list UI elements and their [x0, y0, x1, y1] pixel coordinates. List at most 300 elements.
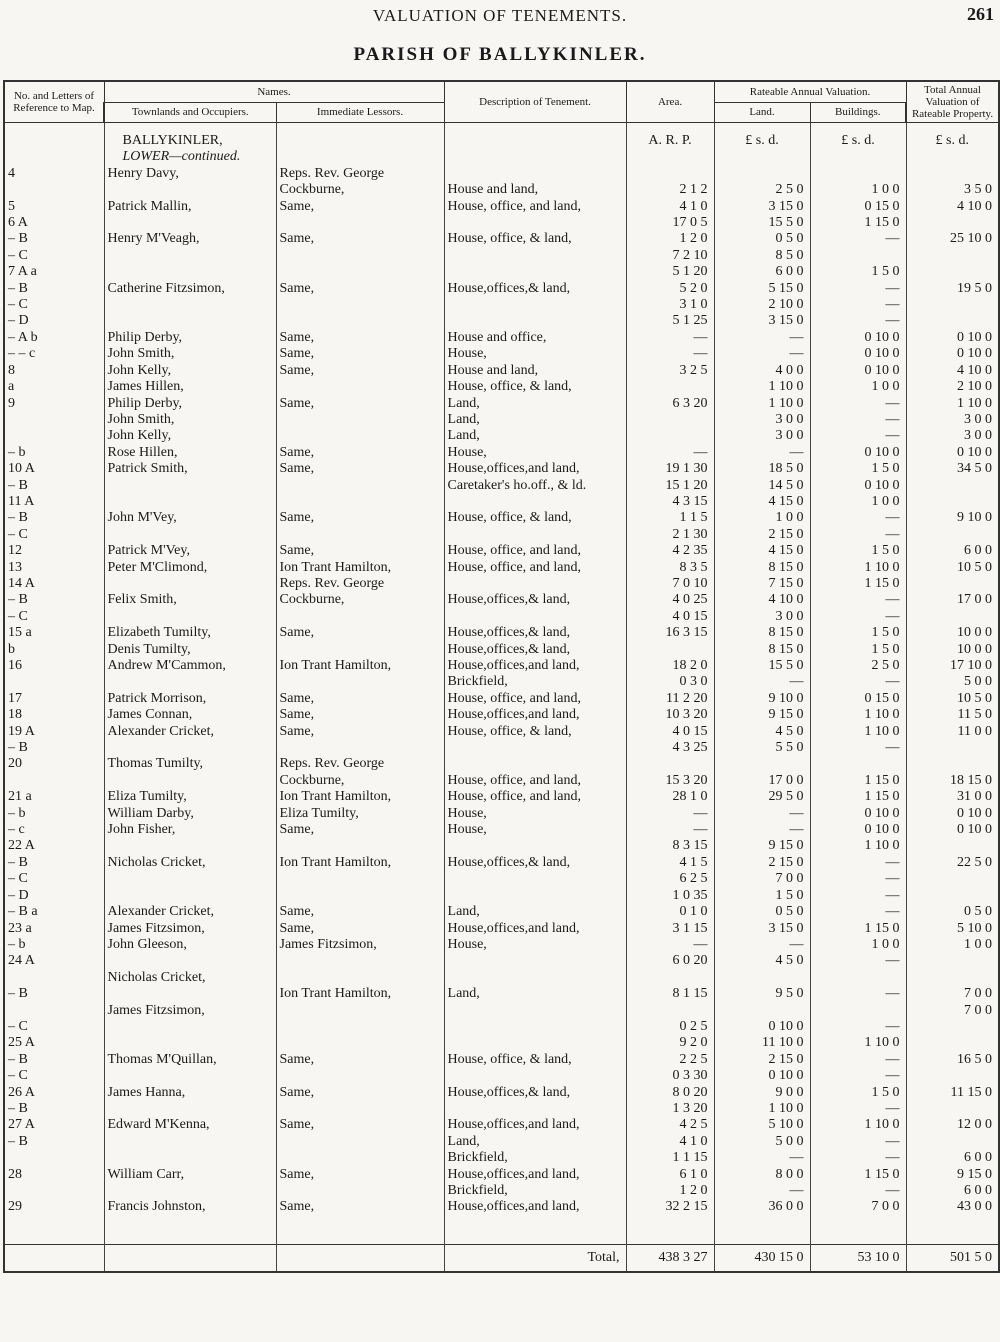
col-header-names: Names. [104, 81, 444, 102]
ref-cell: 13 [4, 560, 104, 576]
total-cell: 10 0 0 [906, 625, 999, 641]
occupier-cell [104, 1035, 276, 1051]
land-cell: 8 15 0 [714, 560, 810, 576]
land-cell [714, 1003, 810, 1019]
buildings-cell: — [810, 231, 906, 247]
table-row [4, 478, 999, 494]
land-cell: 4 10 0 [714, 592, 810, 608]
land-cell: 5 0 0 [714, 1134, 810, 1150]
area-cell: 1 0 35 [626, 888, 714, 904]
area-cell: 0 3 30 [626, 1068, 714, 1084]
buildings-cell: — [810, 592, 906, 608]
lessor-cell [276, 1183, 444, 1199]
buildings-cell: 1 0 0 [810, 182, 906, 198]
col-header-lessors: Immediate Lessors. [276, 102, 444, 122]
land-cell: 14 5 0 [714, 478, 810, 494]
ref-cell: – b [4, 806, 104, 822]
buildings-cell: 2 5 0 [810, 658, 906, 674]
land-cell: — [714, 445, 810, 461]
description-cell [444, 1019, 626, 1035]
buildings-cell: — [810, 888, 906, 904]
buildings-cell: — [810, 986, 906, 1002]
lessor-cell [276, 494, 444, 510]
description-cell: House, office, & land, [444, 1052, 626, 1068]
table-row [4, 789, 999, 805]
occupier-cell: John Smith, [104, 346, 276, 362]
total-cell: 11 5 0 [906, 707, 999, 723]
land-cell: 7 0 0 [714, 871, 810, 887]
total-cell: 0 5 0 [906, 904, 999, 920]
description-cell: House, office, & land, [444, 379, 626, 395]
occupier-cell [104, 215, 276, 231]
occupier-cell [104, 838, 276, 854]
total-cell [906, 215, 999, 231]
area-cell: 0 3 0 [626, 674, 714, 690]
total-cell [906, 609, 999, 625]
description-cell [444, 264, 626, 280]
area-cell: 32 2 15 [626, 1199, 714, 1215]
ref-cell: 28 [4, 1167, 104, 1183]
occupier-cell [104, 1101, 276, 1117]
buildings-cell: 1 10 0 [810, 1117, 906, 1133]
ref-cell: – C [4, 1068, 104, 1084]
land-cell: 2 15 0 [714, 527, 810, 543]
occupier-cell: John Gleeson, [104, 937, 276, 953]
occupier-cell: Thomas M'Quillan, [104, 1052, 276, 1068]
description-cell: House,offices,& land, [444, 625, 626, 641]
buildings-cell: — [810, 953, 906, 969]
lessor-cell [276, 527, 444, 543]
land-cell: 2 5 0 [714, 182, 810, 198]
lessor-cell: Same, [276, 1167, 444, 1183]
ref-cell: – B [4, 231, 104, 247]
area-cell: 1 1 15 [626, 1150, 714, 1166]
total-cell [906, 756, 999, 772]
area-cell [626, 166, 714, 182]
land-cell: 5 5 0 [714, 740, 810, 756]
buildings-cell: — [810, 281, 906, 297]
land-cell: 0 10 0 [714, 1019, 810, 1035]
table-row [4, 1167, 999, 1183]
area-cell: 15 3 20 [626, 773, 714, 789]
table-row [4, 215, 999, 231]
total-cell: 0 10 0 [906, 806, 999, 822]
total-cell [906, 871, 999, 887]
occupier-cell: Philip Derby, [104, 330, 276, 346]
buildings-cell: — [810, 674, 906, 690]
buildings-cell: — [810, 1019, 906, 1035]
buildings-cell: 0 10 0 [810, 445, 906, 461]
total-cell [906, 838, 999, 854]
description-cell [444, 297, 626, 313]
description-cell: Land, [444, 904, 626, 920]
total-cell: 5 10 0 [906, 921, 999, 937]
area-cell: — [626, 346, 714, 362]
lessor-cell [276, 1134, 444, 1150]
occupier-cell [104, 953, 276, 969]
description-cell: House, office, and land, [444, 789, 626, 805]
description-cell: House,offices,& land, [444, 642, 626, 658]
land-cell: 4 15 0 [714, 494, 810, 510]
ref-cell: – B [4, 281, 104, 297]
land-cell: 4 5 0 [714, 724, 810, 740]
area-cell: 0 2 5 [626, 1019, 714, 1035]
table-row [4, 1150, 999, 1166]
ref-cell: 21 a [4, 789, 104, 805]
ref-cell: 23 a [4, 921, 104, 937]
total-cell: 3 5 0 [906, 182, 999, 198]
ref-cell: 29 [4, 1199, 104, 1215]
lessor-cell: Same, [276, 445, 444, 461]
description-cell: House, office, & land, [444, 724, 626, 740]
land-cell: 3 15 0 [714, 921, 810, 937]
area-cell: 9 2 0 [626, 1035, 714, 1051]
ref-cell [4, 970, 104, 986]
lessor-cell: Cockburne, [276, 592, 444, 608]
occupier-cell: Peter M'Climond, [104, 560, 276, 576]
area-cell: 6 2 5 [626, 871, 714, 887]
total-cell [906, 494, 999, 510]
occupier-cell: John Kelly, [104, 428, 276, 444]
area-cell: — [626, 330, 714, 346]
total-cell [906, 888, 999, 904]
land-cell: 3 15 0 [714, 313, 810, 329]
ref-cell: 19 A [4, 724, 104, 740]
occupier-cell: Eliza Tumilty, [104, 789, 276, 805]
col-header-rateable: Rateable Annual Valuation. [714, 81, 906, 102]
table-row [4, 494, 999, 510]
ref-cell: – c [4, 822, 104, 838]
area-cell: 4 1 0 [626, 1134, 714, 1150]
lessor-cell: Ion Trant Hamilton, [276, 855, 444, 871]
ref-cell: 26 A [4, 1085, 104, 1101]
table-row [4, 871, 999, 887]
lessor-cell [276, 740, 444, 756]
table-row [4, 1052, 999, 1068]
table-row [4, 396, 999, 412]
buildings-cell: — [810, 855, 906, 871]
land-cell: 5 10 0 [714, 1117, 810, 1133]
description-cell: Land, [444, 396, 626, 412]
buildings-cell: 1 5 0 [810, 642, 906, 658]
area-cell: 3 2 5 [626, 363, 714, 379]
total-area: 438 3 27 [626, 1244, 714, 1272]
parish-title: PARISH OF BALLYKINLER. [353, 44, 647, 65]
area-cell: 8 1 15 [626, 986, 714, 1002]
area-cell: 17 0 5 [626, 215, 714, 231]
occupier-cell [104, 576, 276, 592]
total-cell: 34 5 0 [906, 461, 999, 477]
table-row [4, 855, 999, 871]
occupier-cell [104, 740, 276, 756]
total-cell: 9 10 0 [906, 510, 999, 526]
area-cell [626, 756, 714, 772]
occupier-cell: Rose Hillen, [104, 445, 276, 461]
table-row [4, 986, 999, 1002]
ref-cell: 11 A [4, 494, 104, 510]
buildings-cell: 1 5 0 [810, 543, 906, 559]
land-cell: 8 15 0 [714, 642, 810, 658]
occupier-cell: Henry Davy, [104, 166, 276, 182]
lessor-cell: Reps. Rev. George [276, 166, 444, 182]
ref-cell: – B [4, 592, 104, 608]
lessor-cell: Same, [276, 1085, 444, 1101]
table-row [4, 609, 999, 625]
lessor-cell: Same, [276, 543, 444, 559]
spacer-row [4, 1216, 999, 1245]
ref-cell: 8 [4, 363, 104, 379]
townland-continued: LOWER—continued. [104, 149, 276, 165]
occupier-cell: Catherine Fitzsimon, [104, 281, 276, 297]
lessor-cell [276, 871, 444, 887]
area-cell: 8 3 15 [626, 838, 714, 854]
ref-cell: 10 A [4, 461, 104, 477]
ref-cell: – C [4, 248, 104, 264]
lessor-cell [276, 970, 444, 986]
ref-cell: 20 [4, 756, 104, 772]
total-cell [906, 478, 999, 494]
table-row [4, 330, 999, 346]
total-land: 430 15 0 [714, 1244, 810, 1272]
ref-cell: – B [4, 478, 104, 494]
table-row [4, 560, 999, 576]
lessor-cell: Ion Trant Hamilton, [276, 560, 444, 576]
table-row [4, 1183, 999, 1199]
land-cell: 9 15 0 [714, 707, 810, 723]
table-row [4, 461, 999, 477]
land-cell: 15 5 0 [714, 215, 810, 231]
description-cell: House, [444, 806, 626, 822]
ref-cell: – B [4, 1101, 104, 1117]
occupier-cell [104, 1150, 276, 1166]
buildings-cell: — [810, 609, 906, 625]
table-row [4, 707, 999, 723]
occupier-cell: William Darby, [104, 806, 276, 822]
description-cell [444, 756, 626, 772]
ref-cell: – A b [4, 330, 104, 346]
buildings-cell: 1 10 0 [810, 724, 906, 740]
lessor-cell: Same, [276, 461, 444, 477]
total-cell: 10 5 0 [906, 560, 999, 576]
area-cell [626, 428, 714, 444]
area-cell: 1 2 0 [626, 231, 714, 247]
col-header-area: Area. [626, 81, 714, 123]
occupier-cell: Felix Smith, [104, 592, 276, 608]
area-cell: 2 1 2 [626, 182, 714, 198]
area-cell: 4 1 0 [626, 199, 714, 215]
total-buildings: 53 10 0 [810, 1244, 906, 1272]
description-cell: House,offices,& land, [444, 592, 626, 608]
table-header [4, 81, 999, 123]
buildings-cell [810, 1003, 906, 1019]
description-cell: House and office, [444, 330, 626, 346]
buildings-cell: — [810, 396, 906, 412]
ref-cell: – – c [4, 346, 104, 362]
area-cell [626, 1003, 714, 1019]
ref-cell: – B [4, 855, 104, 871]
description-cell: House,offices,& land, [444, 281, 626, 297]
buildings-cell [810, 166, 906, 182]
total-cell [906, 1134, 999, 1150]
table-row [4, 625, 999, 641]
area-cell: — [626, 445, 714, 461]
buildings-cell: 0 10 0 [810, 478, 906, 494]
area-cell: 4 1 5 [626, 855, 714, 871]
table-row [4, 313, 999, 329]
lessor-cell: Reps. Rev. George [276, 756, 444, 772]
col-header-total: Total Annual Valuation of Rateable Property. [906, 81, 999, 123]
buildings-cell: 1 5 0 [810, 625, 906, 641]
lessor-cell [276, 888, 444, 904]
occupier-cell [104, 871, 276, 887]
col-header-ref: No. and Letters of Reference to Map. [4, 81, 104, 123]
land-cell [714, 756, 810, 772]
description-cell: Brickfield, [444, 1150, 626, 1166]
occupier-cell: Nicholas Cricket, [104, 970, 276, 986]
total-cell: 12 0 0 [906, 1117, 999, 1133]
land-cell: 6 0 0 [714, 264, 810, 280]
buildings-cell: 1 0 0 [810, 379, 906, 395]
area-cell: 6 3 20 [626, 396, 714, 412]
buildings-cell: 1 10 0 [810, 560, 906, 576]
table-row [4, 691, 999, 707]
description-cell: House, office, and land, [444, 691, 626, 707]
table-row [4, 1199, 999, 1215]
land-cell: 7 15 0 [714, 576, 810, 592]
buildings-cell: 0 15 0 [810, 199, 906, 215]
total-cell: 7 0 0 [906, 986, 999, 1002]
total-cell: 43 0 0 [906, 1199, 999, 1215]
total-cell [906, 248, 999, 264]
buildings-cell: 1 0 0 [810, 494, 906, 510]
description-cell [444, 740, 626, 756]
lessor-cell: Same, [276, 363, 444, 379]
table-row [4, 281, 999, 297]
table-row [4, 773, 999, 789]
occupier-cell [104, 609, 276, 625]
table-row [4, 1085, 999, 1101]
total-cell: 4 10 0 [906, 363, 999, 379]
land-cell: 0 5 0 [714, 904, 810, 920]
occupier-cell: Alexander Cricket, [104, 724, 276, 740]
buildings-cell: — [810, 527, 906, 543]
occupier-cell [104, 313, 276, 329]
land-cell: — [714, 346, 810, 362]
table-row [4, 822, 999, 838]
occupier-cell: James Fitzsimon, [104, 921, 276, 937]
occupier-cell [104, 1068, 276, 1084]
table-row [4, 346, 999, 362]
land-cell: 3 15 0 [714, 199, 810, 215]
occupier-cell: Nicholas Cricket, [104, 855, 276, 871]
occupier-cell: William Carr, [104, 1167, 276, 1183]
occupier-cell [104, 297, 276, 313]
page-number: 261 [967, 4, 994, 24]
description-cell [444, 953, 626, 969]
land-cell: 11 10 0 [714, 1035, 810, 1051]
total-cell: 17 0 0 [906, 592, 999, 608]
total-cell: 31 0 0 [906, 789, 999, 805]
total-cell: 11 15 0 [906, 1085, 999, 1101]
lessor-cell [276, 642, 444, 658]
description-cell [444, 527, 626, 543]
description-cell: House, office, and land, [444, 199, 626, 215]
occupier-cell: James Fitzsimon, [104, 1003, 276, 1019]
total-cell: 2 10 0 [906, 379, 999, 395]
total-cell: 18 15 0 [906, 773, 999, 789]
total-cell: 1 10 0 [906, 396, 999, 412]
land-cell: 36 0 0 [714, 1199, 810, 1215]
table-body [4, 123, 999, 1272]
buildings-cell: 1 15 0 [810, 1167, 906, 1183]
table-row [4, 297, 999, 313]
lessor-cell: Same, [276, 231, 444, 247]
description-cell [444, 248, 626, 264]
description-cell [444, 871, 626, 887]
description-cell: House,offices,and land, [444, 1167, 626, 1183]
total-cell: 25 10 0 [906, 231, 999, 247]
running-title: VALUATION OF TENEMENTS. [372, 6, 628, 25]
area-cell: 4 0 25 [626, 592, 714, 608]
buildings-cell: 0 10 0 [810, 346, 906, 362]
ref-cell [4, 428, 104, 444]
ref-cell: – B a [4, 904, 104, 920]
land-cell: — [714, 330, 810, 346]
total-cell: 9 15 0 [906, 1167, 999, 1183]
ref-cell: – D [4, 313, 104, 329]
land-cell: 1 10 0 [714, 1101, 810, 1117]
area-cell: 3 1 15 [626, 921, 714, 937]
description-cell: House, [444, 445, 626, 461]
total-cell [906, 953, 999, 969]
occupier-cell: Andrew M'Cammon, [104, 658, 276, 674]
ref-cell: – C [4, 871, 104, 887]
lessor-cell [276, 412, 444, 428]
lessor-cell: Reps. Rev. George [276, 576, 444, 592]
land-cell: 9 0 0 [714, 1085, 810, 1101]
occupier-cell: Alexander Cricket, [104, 904, 276, 920]
buildings-cell: — [810, 904, 906, 920]
ref-cell: 9 [4, 396, 104, 412]
area-cell [626, 642, 714, 658]
land-cell: — [714, 674, 810, 690]
total-cell [906, 166, 999, 182]
land-cell: 9 10 0 [714, 691, 810, 707]
description-cell: House, [444, 937, 626, 953]
description-cell [444, 970, 626, 986]
table-row [4, 888, 999, 904]
table-row [4, 1117, 999, 1133]
ref-cell: 4 [4, 166, 104, 182]
total-cell [906, 1068, 999, 1084]
lessor-cell: Same, [276, 1117, 444, 1133]
description-cell [444, 313, 626, 329]
buildings-cell: 0 10 0 [810, 363, 906, 379]
buildings-cell [810, 970, 906, 986]
ref-cell: a [4, 379, 104, 395]
total-cell: 10 5 0 [906, 691, 999, 707]
occupier-cell [104, 1183, 276, 1199]
lessor-cell: Ion Trant Hamilton, [276, 789, 444, 805]
total-cell [906, 313, 999, 329]
townland-name: BALLYKINLER, [104, 133, 276, 149]
ref-cell: 22 A [4, 838, 104, 854]
description-cell: House, office, and land, [444, 543, 626, 559]
land-cell: 8 5 0 [714, 248, 810, 264]
land-cell: — [714, 1183, 810, 1199]
ref-cell: – B [4, 740, 104, 756]
description-cell [444, 1101, 626, 1117]
